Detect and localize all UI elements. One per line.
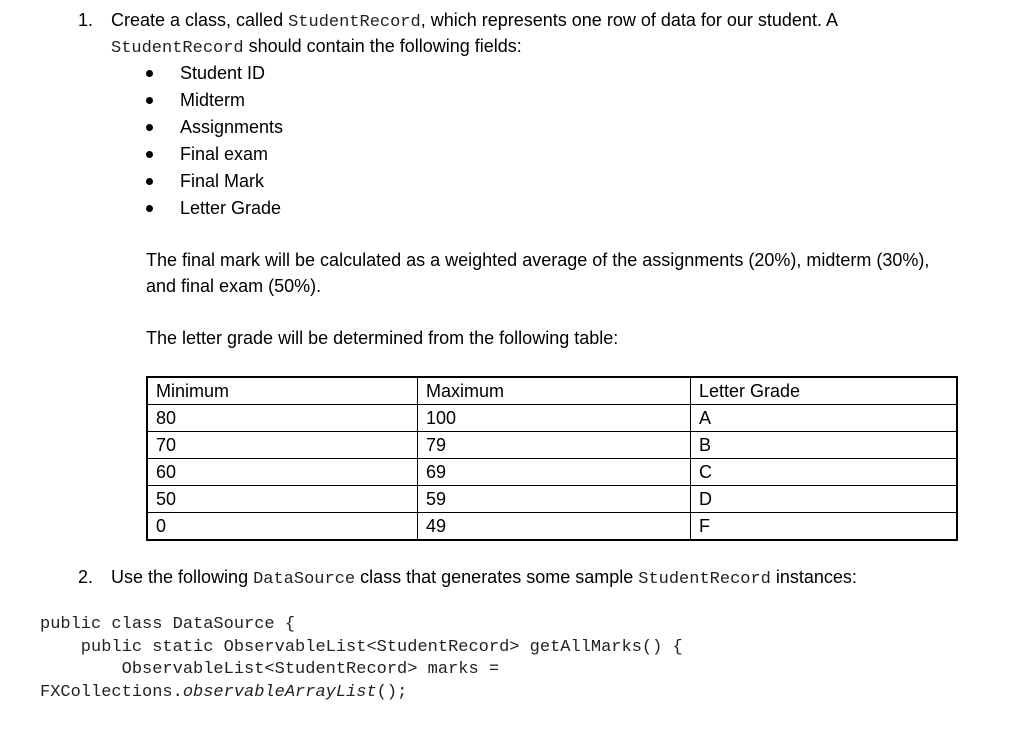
table-header-row bbox=[147, 377, 957, 405]
cell-letter: A bbox=[691, 405, 958, 432]
code-line-4-suffix: (); bbox=[376, 682, 408, 702]
code-line-2: public static ObservableList<StudentRecord> getAllMarks() { bbox=[40, 637, 683, 657]
list-item: Student ID bbox=[146, 60, 283, 87]
cell-minimum: 50 bbox=[147, 486, 418, 513]
item-2-record-name: StudentRecord bbox=[638, 570, 771, 589]
item-1-heading bbox=[111, 10, 838, 32]
cell-minimum: 70 bbox=[147, 432, 418, 459]
code-line-4-prefix: FXCollections. bbox=[40, 682, 183, 702]
list-item: Assignments bbox=[146, 114, 283, 141]
item-2-prefix: Use the following bbox=[111, 567, 254, 587]
bullet-icon bbox=[146, 151, 153, 158]
item-1-class-name-2: StudentRecord bbox=[111, 39, 244, 58]
code-line-4 bbox=[40, 682, 683, 705]
table-row bbox=[147, 432, 957, 459]
item-2-number: 2. bbox=[78, 567, 94, 587]
header-minimum: Minimum bbox=[147, 377, 418, 405]
item-1-text-prefix: Create a class, called bbox=[111, 10, 289, 30]
list-item: Midterm bbox=[146, 87, 283, 114]
grade-table bbox=[146, 376, 958, 541]
list-item: Final exam bbox=[146, 141, 283, 168]
item-1-text-suffix: , which represents one row of data for our student. A bbox=[420, 10, 838, 30]
item-2-middle: class that generates some sample bbox=[355, 567, 639, 587]
list-item: Letter Grade bbox=[146, 195, 283, 222]
bullet-icon bbox=[146, 97, 153, 104]
cell-maximum: 49 bbox=[418, 513, 691, 541]
bullet-icon bbox=[146, 124, 153, 131]
code-line-1: public class DataSource { bbox=[40, 615, 296, 634]
cell-letter: C bbox=[691, 459, 958, 486]
cell-minimum: 80 bbox=[147, 405, 418, 432]
cell-maximum: 79 bbox=[418, 432, 691, 459]
table-row bbox=[147, 513, 957, 541]
code-line-4-method: observableArrayList bbox=[182, 682, 377, 702]
field-list bbox=[146, 60, 283, 222]
header-maximum: Maximum bbox=[418, 377, 691, 405]
table-row bbox=[147, 405, 957, 432]
table-row bbox=[147, 486, 957, 513]
table-row bbox=[147, 459, 957, 486]
cell-minimum: 0 bbox=[147, 513, 418, 541]
cell-letter: B bbox=[691, 432, 958, 459]
code-block bbox=[40, 614, 683, 704]
cell-maximum: 69 bbox=[418, 459, 691, 486]
cell-letter: D bbox=[691, 486, 958, 513]
item-1-number: 1. bbox=[78, 10, 94, 30]
bullet-icon bbox=[146, 205, 153, 212]
item-2-heading bbox=[111, 567, 857, 589]
letter-grade-paragraph: The letter grade will be determined from the following table: bbox=[146, 328, 619, 348]
cell-maximum: 59 bbox=[418, 486, 691, 513]
code-line-3: ObservableList<StudentRecord> marks = bbox=[40, 660, 500, 679]
item-1-class-name: StudentRecord bbox=[288, 13, 421, 32]
item-1-heading-line-2 bbox=[111, 36, 522, 58]
item-1-line-2-text: should contain the following fields: bbox=[243, 36, 522, 56]
list-item: Final Mark bbox=[146, 168, 283, 195]
bullet-icon bbox=[146, 178, 153, 185]
item-2-suffix: instances: bbox=[770, 567, 857, 587]
item-2-class-name: DataSource bbox=[253, 570, 356, 589]
bullet-icon bbox=[146, 70, 153, 77]
cell-maximum: 100 bbox=[418, 405, 691, 432]
final-mark-paragraph: The final mark will be calculated as a weighted average of the assignments (20%), midterm (30%), and final exam (50%). bbox=[146, 250, 930, 296]
cell-minimum: 60 bbox=[147, 459, 418, 486]
header-letter-grade: Letter Grade bbox=[691, 377, 958, 405]
cell-letter: F bbox=[691, 513, 958, 541]
